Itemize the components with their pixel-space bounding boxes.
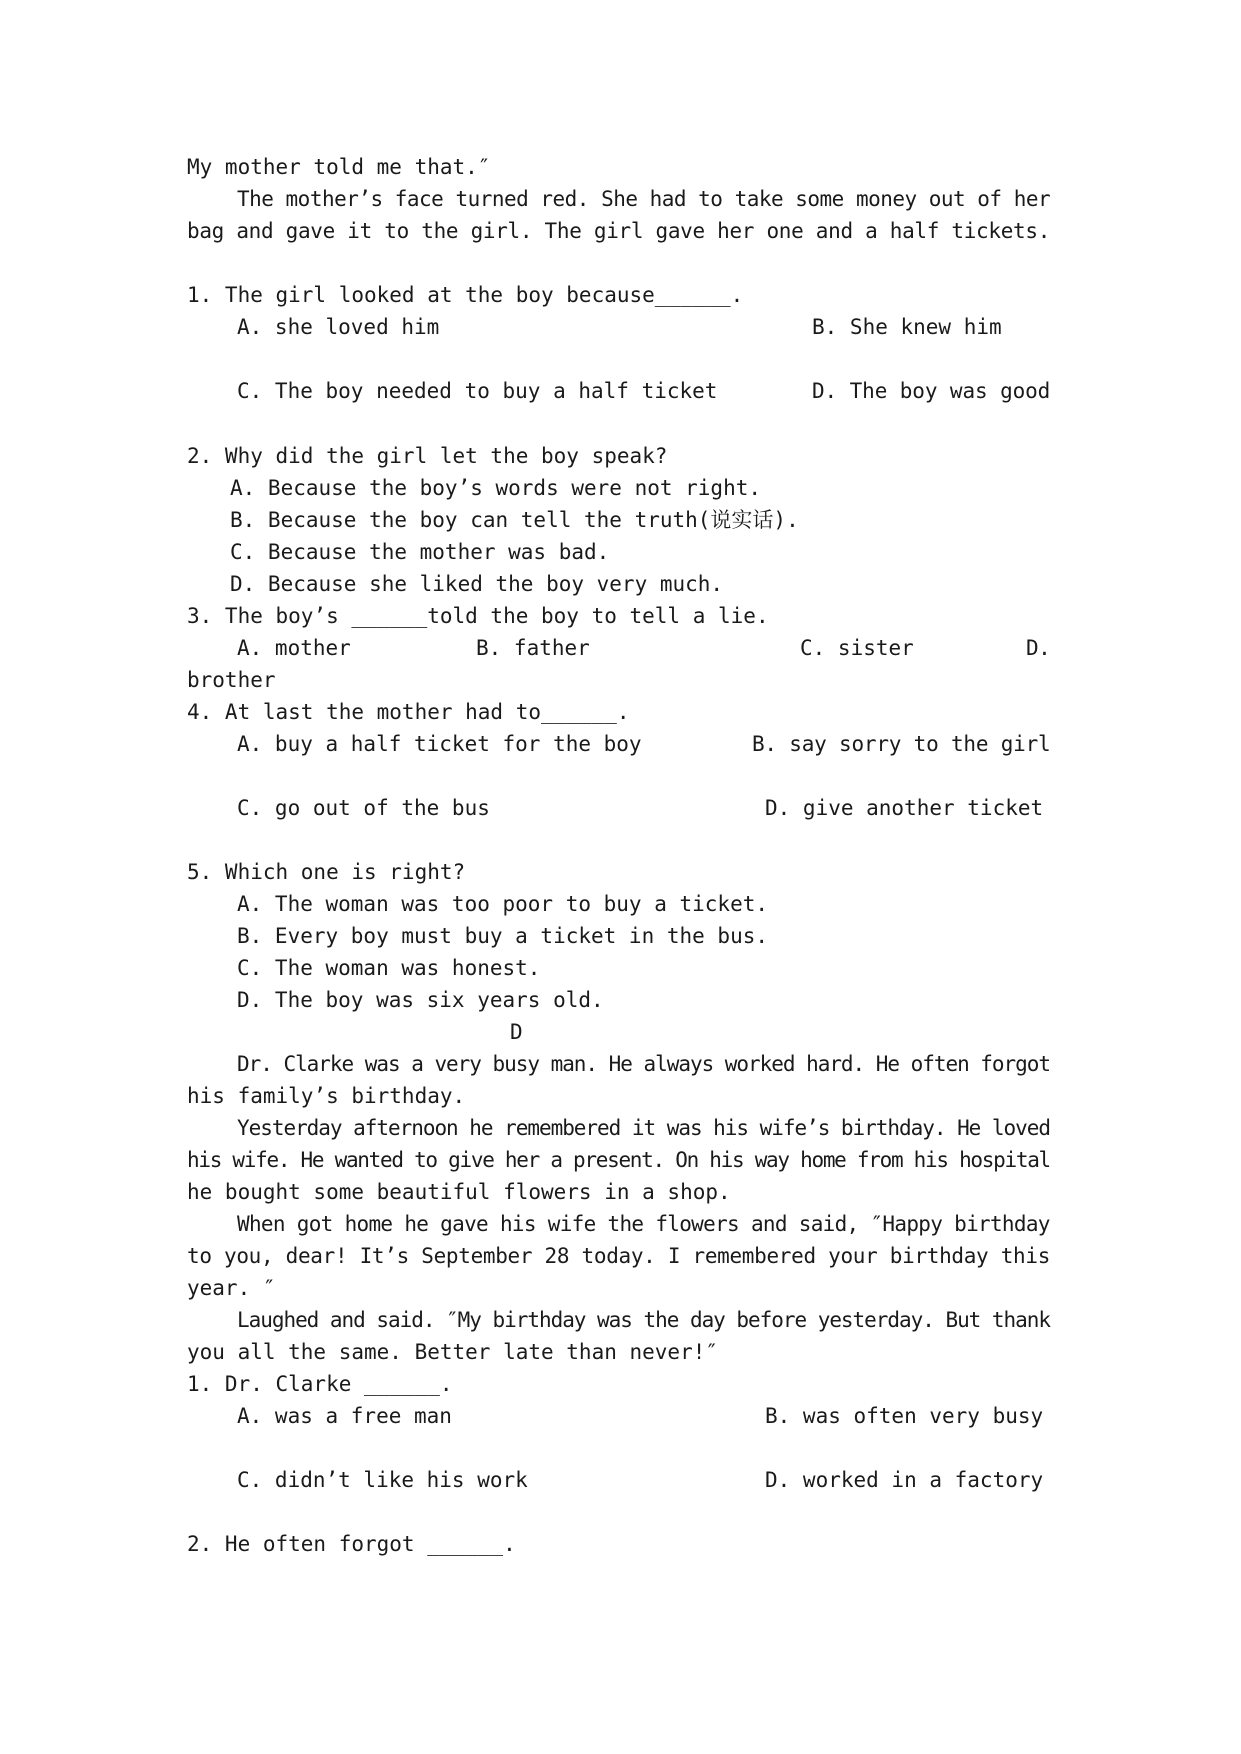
option-b: B. say sorry to the girl: [752, 732, 1051, 756]
option-c: C. Because the mother was bad.: [230, 540, 610, 564]
passage-line: year. ″: [187, 1276, 276, 1300]
option-a: A. The woman was too poor to buy a ticket.: [237, 892, 769, 916]
passage-line: Yesterday afternoon he remembered it was his wife’s birthday. He loved: [237, 1116, 1050, 1140]
option-c: C. go out of the bus: [237, 796, 490, 820]
passage-line: he bought some beautiful flowers in a shop.: [187, 1180, 731, 1204]
section-heading: D: [510, 1020, 523, 1044]
passage-line: My mother told me that.″: [187, 155, 491, 179]
option-d: D. worked in a factory: [765, 1468, 1044, 1492]
option-a: A. she loved him: [237, 315, 440, 339]
option-c: C. sister: [800, 636, 914, 660]
passage-line: Dr. Clarke was a very busy man. He always worked hard. He often forgot: [237, 1052, 1050, 1076]
option-d-text: brother: [187, 668, 276, 692]
question-stem: 4. At last the mother had to______.: [187, 700, 630, 724]
passage-line: his wife. He wanted to give her a present. On his way home from his hospital: [187, 1148, 1050, 1172]
question-stem: 1. The girl looked at the boy because______.: [187, 283, 744, 307]
passage-line: Laughed and said. ″My birthday was the day before yesterday. But thank: [237, 1308, 1050, 1332]
question-stem: 5. Which one is right?: [187, 860, 466, 884]
option-b: B. Every boy must buy a ticket in the bus.: [237, 924, 769, 948]
option-d: D. The boy was good: [812, 379, 1051, 403]
passage-line: his family’s birthday.: [187, 1084, 466, 1108]
option-b: B. was often very busy: [765, 1404, 1044, 1428]
question-stem: 2. Why did the girl let the boy speak?: [187, 444, 668, 468]
passage-line: The mother’s face turned red. She had to take some money out of her: [237, 187, 1051, 211]
question-stem: 2. He often forgot ______.: [187, 1532, 516, 1556]
option-d: D. The boy was six years old.: [237, 988, 604, 1012]
option-b: B. She knew him: [812, 315, 1002, 339]
option-a: A. mother: [237, 636, 351, 660]
passage-line: bag and gave it to the girl. The girl gave her one and a half tickets.: [187, 219, 1051, 243]
option-d: D. give another ticket: [765, 796, 1044, 820]
option-c: C. didn’t like his work: [237, 1468, 528, 1492]
passage-line: to you, dear! It’s September 28 today. I remembered your birthday this: [187, 1244, 1051, 1268]
passage-line: you all the same. Better late than never!″: [187, 1340, 719, 1364]
option-c: C. The boy needed to buy a half ticket: [237, 379, 718, 403]
option-a: A. buy a half ticket for the boy: [237, 732, 642, 756]
question-stem: 3. The boy’s ______told the boy to tell a lie.: [187, 604, 769, 628]
option-a: A. Because the boy’s words were not right.: [230, 476, 762, 500]
option-d: D.: [1026, 636, 1051, 660]
option-b: B. father: [476, 636, 590, 660]
option-c: C. The woman was honest.: [237, 956, 541, 980]
passage-line: When got home he gave his wife the flowers and said, ″Happy birthday: [237, 1212, 1050, 1236]
question-stem: 1. Dr. Clarke ______.: [187, 1372, 453, 1396]
option-d: D. Because she liked the boy very much.: [230, 572, 724, 596]
option-b: B. Because the boy can tell the truth(说实话).: [230, 508, 799, 532]
option-a: A. was a free man: [237, 1404, 452, 1428]
